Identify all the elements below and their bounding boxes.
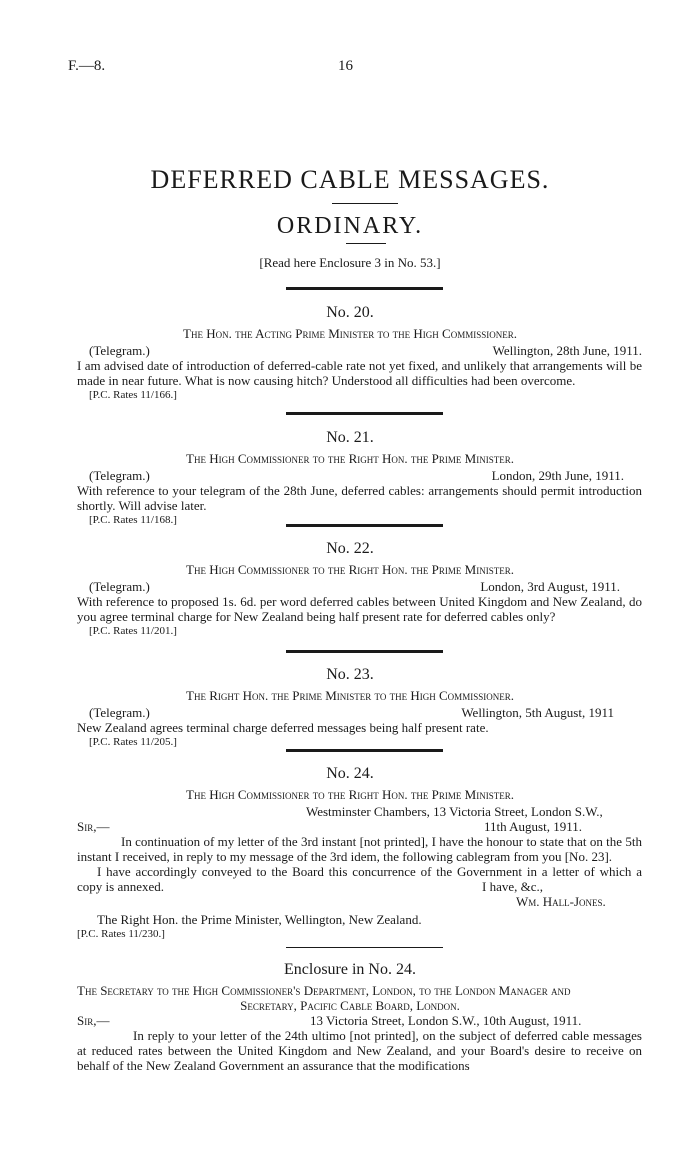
separator	[286, 650, 443, 653]
item-place-date: London, 29th June, 1911.	[491, 468, 624, 483]
item-from-to: The High Commissioner to the Right Hon. the Prime Minister.	[186, 451, 514, 466]
item-no-21	[0, 429, 700, 528]
separator	[286, 947, 443, 948]
item-number: No. 22.	[326, 540, 374, 557]
item-number: No. 23.	[326, 666, 374, 683]
header-ref: F.—8.	[68, 58, 106, 74]
item-no-23	[0, 666, 700, 750]
item-body: I am advised date of introduction of deferred-cable rate not yet fixed, and unlikely that arrangements will be made in near future. What is now causing hitch? Understood all difficulties had been overcome.	[77, 358, 642, 388]
item-type: (Telegram.)	[89, 468, 150, 483]
section-rule	[286, 287, 443, 290]
title-rule	[332, 203, 398, 204]
separator	[286, 749, 443, 752]
item-number: No. 24.	[326, 765, 374, 782]
item-type: (Telegram.)	[89, 705, 150, 720]
letter-paragraph-1: In continuation of my letter of the 3rd instant [not printed], I have the honour to state that on the 5th instant I received, in reply to my message of the 3rd idem, the following cablegram from you [No. 23].	[77, 834, 642, 864]
item-from-to: The High Commissioner to the Right Hon. the Prime Minister.	[186, 787, 514, 802]
item-ref: [P.C. Rates 11/168.]	[89, 514, 177, 526]
enclosure-address-date: 13 Victoria Street, London S.W., 10th August, 1911.	[310, 1013, 582, 1028]
item-no-22	[0, 540, 700, 639]
letter-closing: I have, &c.,	[482, 879, 544, 894]
separator	[286, 412, 443, 415]
item-from-to: The Hon. the Acting Prime Minister to the High Commissioner.	[183, 326, 517, 341]
salutation: Sir,—	[77, 819, 110, 834]
enclosure-body: In reply to your letter of the 24th ultimo [not printed], on the subject of deferred cable messages at reduced rates between the United Kingdom and New Zealand, and your Board's desire to receive on behalf of the New Zealand Government an assurance that the modifications	[77, 1028, 642, 1073]
item-number: No. 21.	[326, 429, 374, 446]
letter-date: 11th August, 1911.	[484, 819, 582, 834]
item-type: (Telegram.)	[89, 343, 150, 358]
letter-paragraph-2: I have accordingly conveyed to the Board this concurrence of the Government in a letter of which a copy is annexed.	[77, 864, 642, 894]
item-ref: [P.C. Rates 11/201.]	[89, 625, 177, 637]
page-number: 16	[338, 58, 353, 74]
letter-address: Westminster Chambers, 13 Victoria Street, London S.W.,	[306, 804, 603, 819]
section-subtitle: ORDINARY.	[276, 213, 424, 239]
item-body: New Zealand agrees terminal charge deferred messages being half present rate.	[77, 720, 489, 735]
item-type: (Telegram.)	[89, 579, 150, 594]
page-title: DEFERRED CABLE MESSAGES.	[150, 165, 550, 194]
subtitle-rule	[346, 243, 386, 244]
item-no-20	[0, 304, 700, 403]
item-ref: [P.C. Rates 11/166.]	[89, 389, 177, 401]
separator	[286, 524, 443, 527]
item-from-to: The Right Hon. the Prime Minister to the High Commissioner.	[186, 688, 514, 703]
item-place-date: Wellington, 5th August, 1911	[461, 705, 614, 720]
letter-signature: Wm. Hall-Jones.	[516, 894, 606, 909]
enclosure	[0, 961, 700, 1073]
enclosure-title: Enclosure in No. 24.	[284, 961, 416, 978]
enclosure-from-to-1: The Secretary to the High Commissioner's Department, London, to the London Manager and	[77, 983, 571, 998]
enclosure-salutation: Sir,—	[77, 1013, 110, 1028]
item-number: No. 20.	[326, 304, 374, 321]
read-note: [Read here Enclosure 3 in No. 53.]	[259, 255, 441, 270]
item-ref: [P.C. Rates 11/205.]	[89, 736, 177, 748]
enclosure-from-to-2: Secretary, Pacific Cable Board, London.	[240, 998, 460, 1013]
item-no-24	[0, 765, 700, 942]
letter-addressee: The Right Hon. the Prime Minister, Wellington, New Zealand.	[97, 912, 422, 927]
item-place-date: London, 3rd August, 1911.	[480, 579, 620, 594]
item-from-to: The High Commissioner to the Right Hon. the Prime Minister.	[186, 562, 514, 577]
item-place-date: Wellington, 28th June, 1911.	[492, 343, 642, 358]
item-body: With reference to your telegram of the 28th June, deferred cables: arrangements should permit introduction shortly. Will advise later.	[77, 483, 642, 513]
item-body: With reference to proposed 1s. 6d. per word deferred cables between United Kingdom and New Zealand, do you agree terminal charge for New Zealand being half present rate for deferred cables only?	[77, 594, 642, 624]
item-ref: [P.C. Rates 11/230.]	[77, 928, 165, 940]
